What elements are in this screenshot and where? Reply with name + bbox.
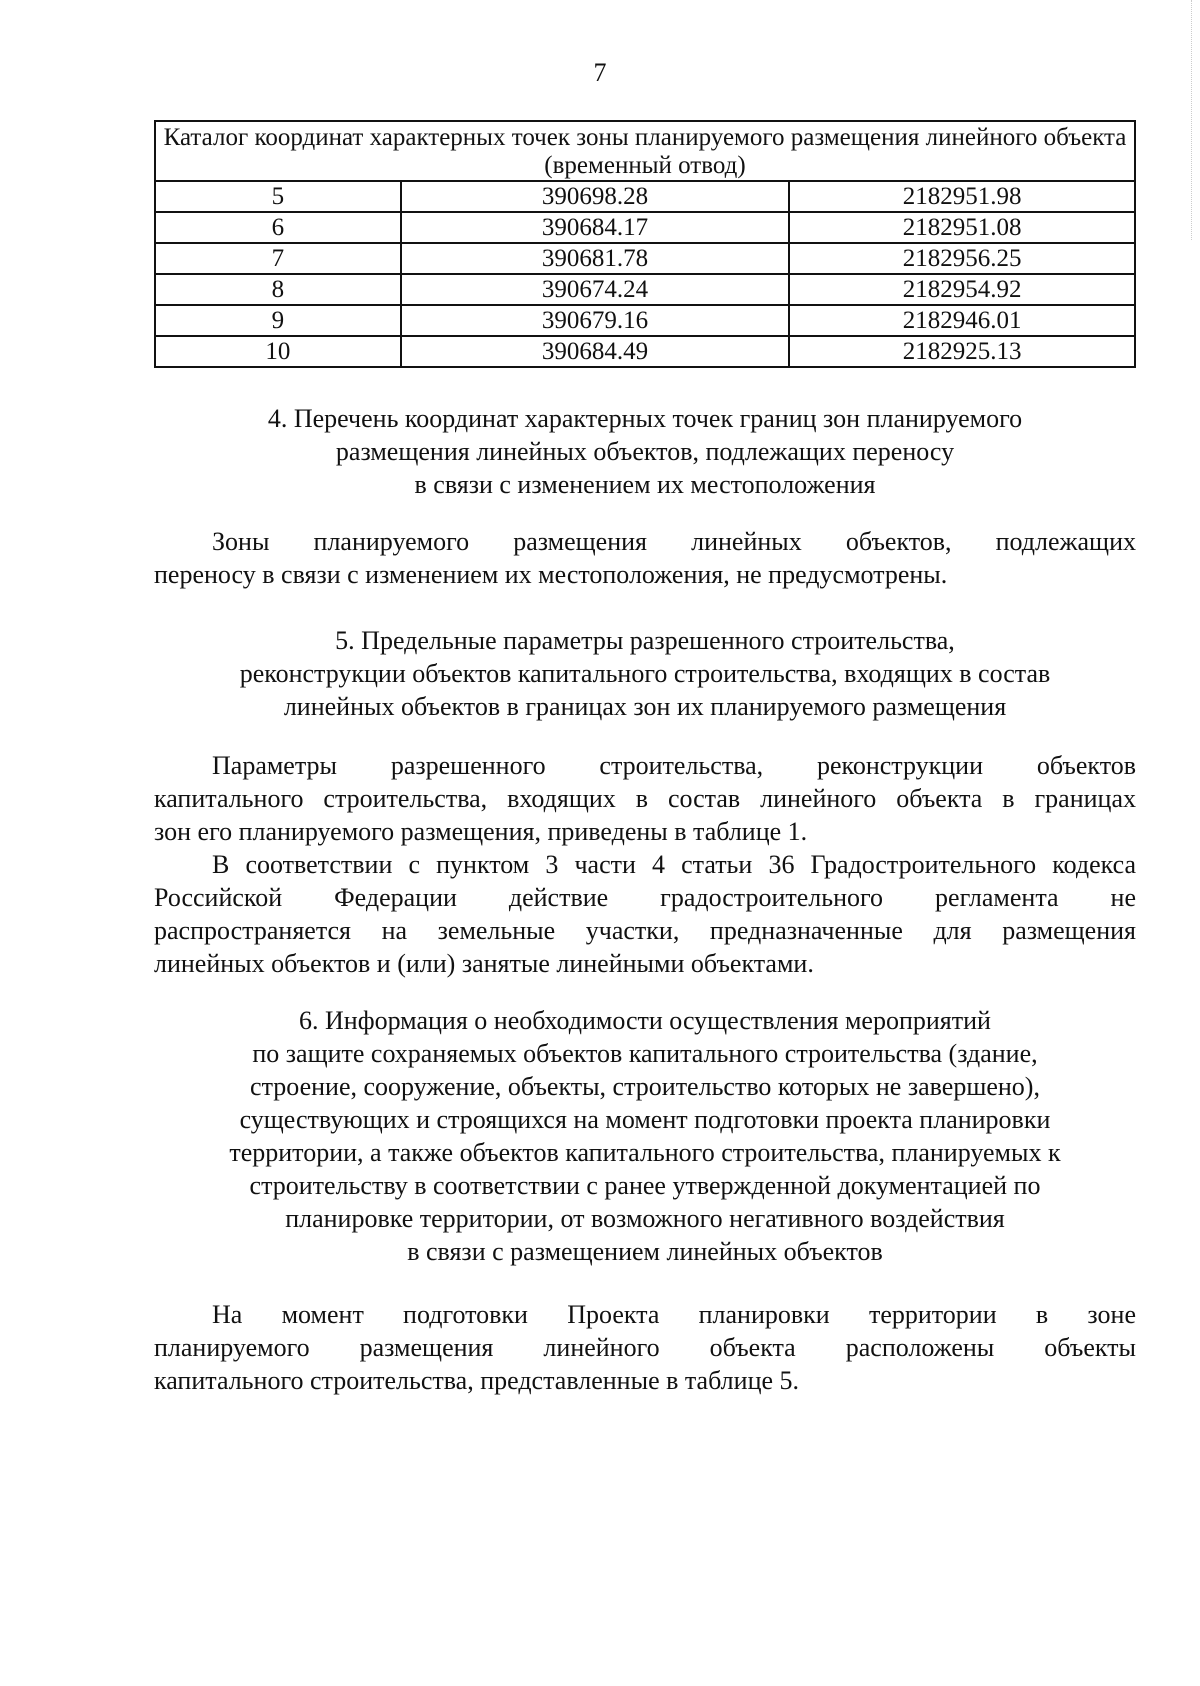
paragraph-line: капитального строительства, представленные в таблице 5.	[154, 1366, 800, 1395]
paragraph-line: На момент подготовки Проекта планировки территории в зоне	[212, 1300, 1136, 1329]
section-5-paragraph-2	[154, 848, 1136, 980]
point-number-cell: 5	[155, 181, 401, 212]
heading-line: 5. Предельные параметры разрешенного строительства,	[335, 626, 955, 655]
table-caption-row	[155, 121, 1135, 181]
table-row	[155, 274, 1135, 305]
point-number-cell: 7	[155, 243, 401, 274]
y-coordinate-cell: 2182946.01	[789, 305, 1135, 336]
scan-edge-mark	[1191, 0, 1200, 240]
point-number-cell: 10	[155, 336, 401, 367]
point-number-cell: 9	[155, 305, 401, 336]
paragraph-line: Зоны планируемого размещения линейных объектов, подлежащих	[212, 527, 1136, 556]
heading-line: планировке территории, от возможного негативного воздействия	[285, 1204, 1005, 1233]
section-6-paragraph	[154, 1298, 1136, 1397]
heading-line: в связи с изменением их местоположения	[414, 470, 876, 499]
table-row	[155, 305, 1135, 336]
heading-line: по защите сохраняемых объектов капитального строительства (здание,	[252, 1039, 1038, 1068]
x-coordinate-cell: 390674.24	[401, 274, 789, 305]
point-number-cell: 6	[155, 212, 401, 243]
heading-line: территории, а также объектов капитального строительства, планируемых к	[229, 1138, 1061, 1167]
y-coordinate-cell: 2182951.08	[789, 212, 1135, 243]
table-row	[155, 336, 1135, 367]
paragraph-line: линейных объектов и (или) занятые линейными объектами.	[154, 949, 814, 978]
paragraph-line: планируемого размещения линейного объекта расположены объекты	[154, 1333, 1136, 1362]
paragraph-line: распространяется на земельные участки, предназначенные для размещения	[154, 916, 1136, 945]
paragraph-line: капитального строительства, входящих в состав линейного объекта в границах	[154, 784, 1136, 813]
section-5-paragraph-1	[154, 749, 1136, 848]
paragraph-line: переносу в связи с изменением их местоположения, не предусмотрены.	[154, 560, 948, 589]
point-number-cell: 8	[155, 274, 401, 305]
heading-line: размещения линейных объектов, подлежащих переносу	[335, 437, 955, 466]
paragraph-line: Российской Федерации действие градостроительного регламента не	[154, 883, 1136, 912]
heading-line: строение, сооружение, объекты, строительство которых не завершено),	[250, 1072, 1040, 1101]
table-caption	[155, 121, 1135, 181]
y-coordinate-cell: 2182951.98	[789, 181, 1135, 212]
section-4-paragraph	[154, 525, 1136, 591]
table-caption-line: Каталог координат характерных точек зоны планируемого размещения линейного объекта	[163, 124, 1127, 151]
paragraph-line: Параметры разрешенного строительства, реконструкции объектов	[212, 751, 1136, 780]
x-coordinate-cell: 390681.78	[401, 243, 789, 274]
heading-line: существующих и строящихся на момент подготовки проекта планировки	[239, 1105, 1051, 1134]
heading-line: в связи с размещением линейных объектов	[407, 1237, 883, 1266]
table-row	[155, 212, 1135, 243]
y-coordinate-cell: 2182925.13	[789, 336, 1135, 367]
table-row	[155, 181, 1135, 212]
y-coordinate-cell: 2182956.25	[789, 243, 1135, 274]
section-6-heading	[154, 1004, 1136, 1268]
table-row	[155, 243, 1135, 274]
x-coordinate-cell: 390684.17	[401, 212, 789, 243]
y-coordinate-cell: 2182954.92	[789, 274, 1135, 305]
page-number: 7	[593, 58, 607, 87]
section-4-heading	[154, 402, 1136, 501]
x-coordinate-cell: 390698.28	[401, 181, 789, 212]
heading-line: 4. Перечень координат характерных точек границ зон планируемого	[267, 404, 1023, 433]
section-5-heading	[154, 624, 1136, 723]
heading-line: 6. Информация о необходимости осуществления мероприятий	[299, 1006, 991, 1035]
heading-line: реконструкции объектов капитального строительства, входящих в состав	[239, 659, 1051, 688]
x-coordinate-cell: 390684.49	[401, 336, 789, 367]
coordinates-table	[154, 120, 1136, 368]
x-coordinate-cell: 390679.16	[401, 305, 789, 336]
table-caption-line: (временный отвод)	[544, 152, 746, 179]
heading-line: строительству в соответствии с ранее утвержденной документацией по	[249, 1171, 1041, 1200]
heading-line: линейных объектов в границах зон их планируемого размещения	[283, 692, 1007, 721]
paragraph-line: зон его планируемого размещения, приведены в таблице 1.	[154, 817, 808, 846]
paragraph-line: В соответствии с пунктом 3 части 4 статьи 36 Градостроительного кодекса	[212, 850, 1136, 879]
